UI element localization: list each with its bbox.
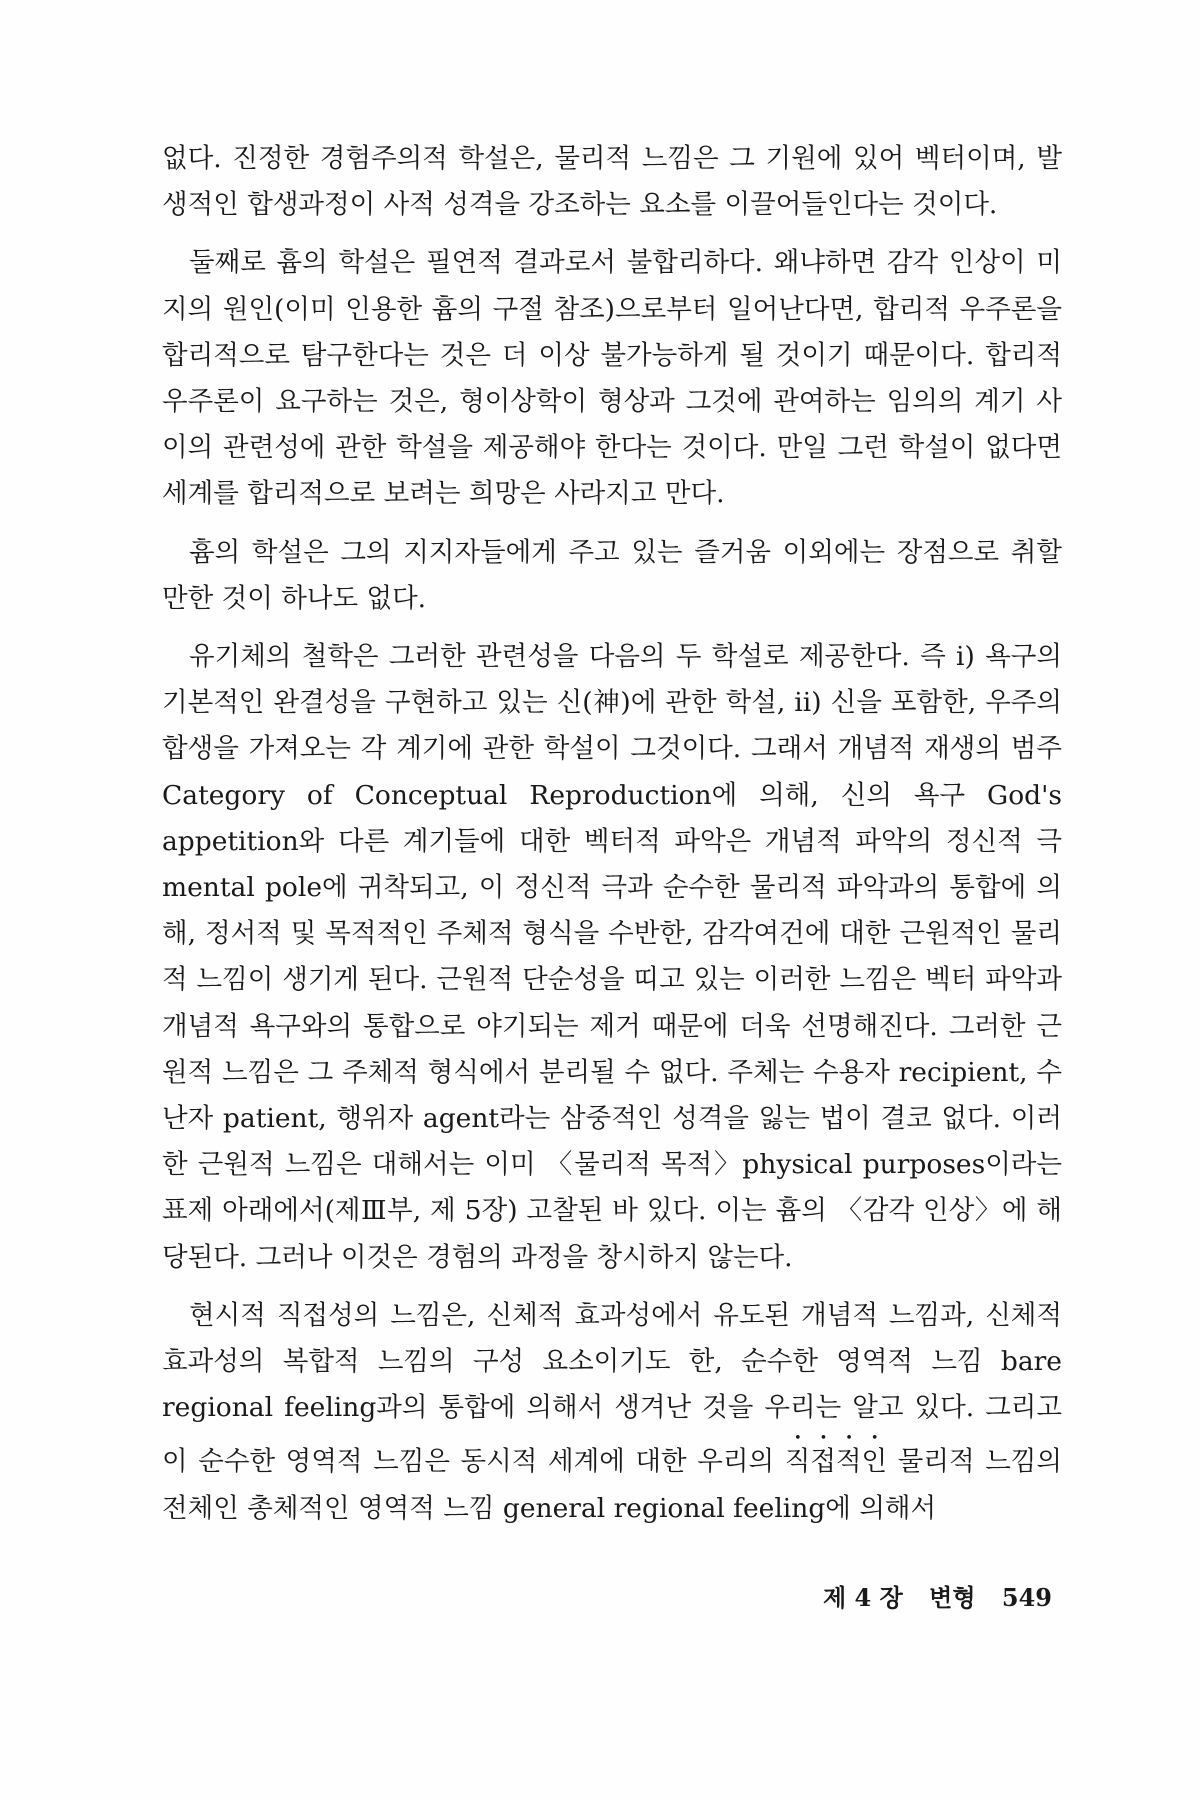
- paragraph-text-after: 물리적 느낌의 전체인 총체적인 영역적 느낌 general regional feeling에 의해서: [162, 1446, 1063, 1524]
- paragraph-organism-philosophy: 유기체의 철학은 그러한 관련성을 다음의 두 학설로 제공한다. 즉 i) 욕구의 기본적인 완결성을 구현하고 있는 신(神)에 관한 학설, ii) 신을 포함한, 우주의 합생을 가져오는 각 계기에 관한 학설이 그것이다. 그래서 개념적 재생의 범주 Category of Conceptual Reproduction에 의해, 신의 욕구 God's appetition와 다른 계기들에 대한 벡터적 파악은 개념적 파악의 정신적 극 mental pole에 귀착되고, 이 정신적 극과 순수한 물리적 파악과의 통합에 의해, 정서적 및 목적적인 주체적 형식을 수반한, 감각여건에 대한 근원적인 물리적 느낌이 생기게 된다. 근원적 단순성을 띠고 있는 이러한 느낌은 벡터 파악과 개념적 욕구와의 통합으로 야기되는 제거 때문에 더욱 선명해진다. 그러한 근원적 느낌은 그 주체적 형식에서 분리될 수 없다. 주체는 수용자 recipient, 수난자 patient, 행위자 agent라는 삼중적인 성격을 잃는 법이 결코 없다. 이러한 근원적 느낌은 대해서는 이미 〈물리적 목적〉physical purposes이라는 표제 아래에서(제Ⅲ부, 제 5장) 고찰된 바 있다. 이는 흄의 〈감각 인상〉에 해당된다. 그러나 이것은 경험의 과정을 창시하지 않는다.: [162, 641, 1062, 1273]
- emphasized-word: 직접적인: [784, 1446, 888, 1478]
- body-text: [162, 136, 1062, 1544]
- paragraph-presentational-immediacy: [162, 1293, 1062, 1532]
- paragraph-hume-irrational: 둘째로 흄의 학설은 필연적 결과로서 불합리하다. 왜냐하면 감각 인상이 미지의 원인(이미 인용한 흄의 구절 참조)으로부터 일어난다면, 합리적 우주론을 합리적으로 탐구한다는 것은 더 이상 불가능하게 될 것이기 때문이다. 합리적 우주론이 요구하는 것은, 형이상학이 형상과 그것에 관여하는 임의의 계기 사이의 관련성에 관한 학설을 제공해야 한다는 것이다. 만일 그런 학설이 없다면 세계를 합리적으로 보려는 희망은 사라지고 만다.: [162, 247, 1062, 510]
- page-number: 549: [1001, 1583, 1052, 1612]
- page-footer: [823, 1578, 1052, 1613]
- paragraph-continuation: 없다. 진정한 경험주의적 학설은, 물리적 느낌은 그 기원에 있어 벡터이며, 발생적인 합생과정이 사적 성격을 강조하는 요소를 이끌어들인다는 것이다.: [162, 143, 1062, 221]
- paragraph-text-before: 현시적 직접성의 느낌은, 신체적 효과성에서 유도된 개념적 느낌과, 신체적 효과성의 복합적 느낌의 구성 요소이기도 한, 순수한 영역적 느낌 bare regional feeling과의 통합에 의해서 생겨난 것을 우리는 알고 있다. 그리고 이 순수한 영역적 느낌은 동시적 세계에 대한 우리의: [162, 1299, 1062, 1478]
- paragraph-hume-merit: 흄의 학설은 그의 지지자들에게 주고 있는 즐거움 이외에는 장점으로 취할 만한 것이 하나도 없다.: [162, 536, 1062, 614]
- footer-chapter: 제 4 장: [823, 1583, 903, 1612]
- footer-title: 변형: [929, 1583, 976, 1612]
